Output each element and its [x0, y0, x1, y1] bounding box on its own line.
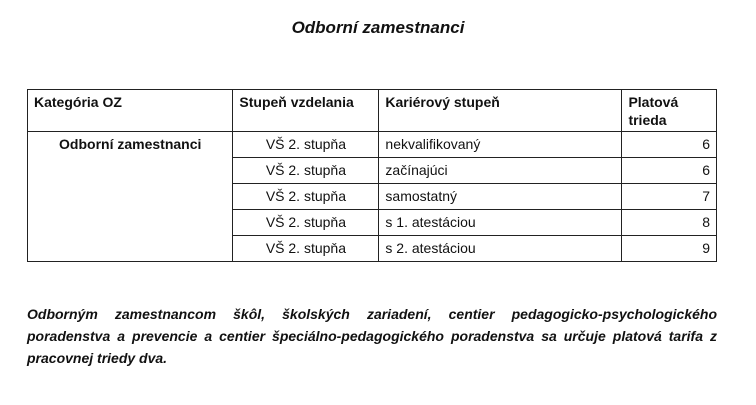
grade-cell: 6: [622, 158, 717, 184]
header-education: Stupeň vzdelania: [233, 90, 379, 132]
page-title: Odborní zamestnanci: [291, 18, 465, 37]
note-paragraph: Odborným zamestnancom škôl, školských zariadení, centier pedagogicko-psychologického poradenstva a prevencie a centier špeciálno-pedagogického poradenstva sa určuje platová tarifa z pracovnej triedy dva.: [27, 306, 717, 366]
salary-table: [27, 89, 717, 262]
career-cell: nekvalifikovaný: [379, 132, 622, 158]
career-cell: s 2. atestáciou: [379, 236, 622, 262]
table-row: [28, 132, 717, 158]
education-cell: VŠ 2. stupňa: [233, 184, 379, 210]
education-cell: VŠ 2. stupňa: [233, 210, 379, 236]
grade-cell: 8: [622, 210, 717, 236]
education-cell: VŠ 2. stupňa: [233, 132, 379, 158]
grade-cell: 6: [622, 132, 717, 158]
career-cell: samostatný: [379, 184, 622, 210]
career-cell: začínajúci: [379, 158, 622, 184]
header-category: Kategória OZ: [28, 90, 233, 132]
category-cell: Odborní zamestnanci: [28, 132, 233, 262]
header-grade: Platová trieda: [622, 90, 717, 132]
education-cell: VŠ 2. stupňa: [233, 236, 379, 262]
career-cell: s 1. atestáciou: [379, 210, 622, 236]
grade-cell: 9: [622, 236, 717, 262]
grade-cell: 7: [622, 184, 717, 210]
header-career: Kariérový stupeň: [379, 90, 622, 132]
education-cell: VŠ 2. stupňa: [233, 158, 379, 184]
table-header-row: [28, 90, 717, 132]
